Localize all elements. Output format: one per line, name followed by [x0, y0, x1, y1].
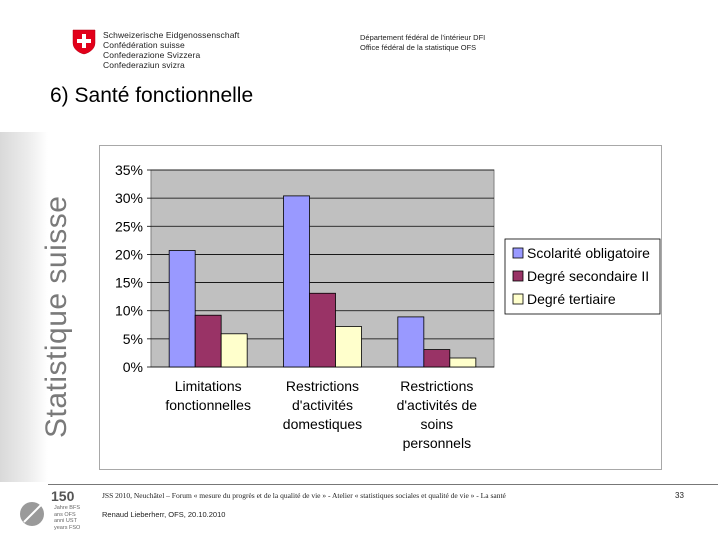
- x-category-label-line: fonctionnelles: [165, 397, 251, 413]
- bar: [336, 326, 362, 367]
- footer-divider: [48, 484, 718, 485]
- y-tick-label: 25%: [114, 218, 143, 235]
- anniv-line: Jahre BFS: [54, 505, 80, 511]
- legend-label: Scolarité obligatoire: [527, 245, 650, 261]
- bar: [310, 293, 336, 367]
- x-category-label-line: domestiques: [282, 416, 363, 432]
- footer-author-text: Renaud Lieberherr, OFS, 20.10.2010: [102, 510, 226, 519]
- bar: [398, 317, 424, 367]
- anniv-line: anni UST: [54, 518, 77, 524]
- legend-label: Degré tertiaire: [527, 291, 616, 307]
- bar: [424, 350, 450, 367]
- x-category-label-line: Limitations: [174, 378, 242, 394]
- x-category-label-line: personnels: [402, 435, 472, 451]
- y-tick-label: 35%: [114, 162, 143, 178]
- org-line: Confederaziun svizra: [103, 60, 185, 70]
- legend-swatch: [513, 248, 523, 258]
- federal-org-name: [103, 30, 239, 70]
- bar: [450, 358, 476, 367]
- x-category-label-line: soins: [420, 416, 454, 432]
- anniversary-lines: [54, 505, 80, 531]
- org-line: Confederazione Svizzera: [103, 50, 201, 60]
- chart-frame: [99, 145, 662, 470]
- x-category-label-line: Restrictions: [285, 378, 360, 394]
- department-name: [360, 33, 485, 53]
- y-tick-label: 30%: [114, 190, 143, 207]
- bar: [195, 315, 221, 367]
- bar: [284, 196, 310, 367]
- y-tick-label: 15%: [114, 274, 143, 291]
- legend-swatch: [513, 294, 523, 304]
- org-line: Schweizerische Eidgenossenschaft: [103, 30, 240, 40]
- y-tick-label: 0%: [122, 359, 143, 375]
- x-category-label-line: d'activités de: [396, 397, 478, 413]
- side-brand-text: Statistique suisse: [40, 195, 73, 438]
- swiss-cross-logo-icon: [72, 29, 96, 55]
- footer-event-text: JSS 2010, Neuchâtel – Forum « mesure du progrès et de la qualité de vie » - Atelier « statistiques sociales et qualité de vie » - La santé: [102, 491, 506, 500]
- y-tick-label: 20%: [114, 246, 143, 263]
- dept-line: Département fédéral de l'intérieur DFI: [360, 33, 486, 42]
- dept-line: Office fédéral de la statistique OFS: [360, 43, 477, 52]
- y-tick-label: 5%: [122, 330, 143, 347]
- legend-label: Degré secondaire II: [527, 268, 650, 284]
- x-category-label-line: Restrictions: [400, 378, 474, 394]
- x-category-label-line: d'activités: [291, 397, 354, 413]
- legend-swatch: [513, 271, 523, 281]
- anniversary-number: 150: [51, 488, 75, 504]
- page-number: 33: [675, 491, 684, 500]
- y-tick-label: 10%: [114, 302, 143, 319]
- bar: [169, 250, 195, 367]
- x-category-label: [397, 378, 478, 451]
- x-category-label: [165, 378, 251, 413]
- bar-chart: [100, 146, 661, 469]
- slide-title: 6) Santé fonctionnelle: [50, 84, 254, 107]
- bar: [221, 334, 247, 367]
- org-line: Confédération suisse: [103, 40, 185, 50]
- anniv-line: years FSO: [54, 524, 81, 531]
- x-category-label: [283, 378, 362, 432]
- anniv-line: ans OFS: [54, 511, 76, 518]
